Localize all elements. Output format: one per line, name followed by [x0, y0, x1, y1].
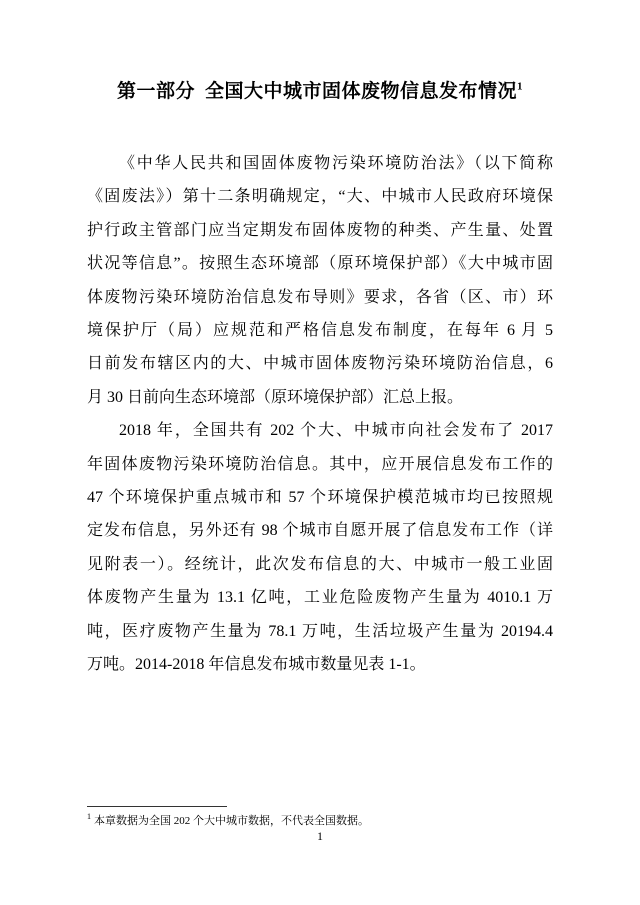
- paragraph2-line: 47 个环境保护重点城市和 57 个环境保护模范城市均已按照规: [87, 489, 553, 507]
- paragraph1-line: 月 30 日前向生态环境部（原环境保护部）汇总上报。: [87, 388, 464, 406]
- paragraph1-line: 境保护厅（局）应规范和严格信息发布制度，在每年 6 月 5: [87, 322, 553, 340]
- page-number: 1: [317, 829, 323, 843]
- footnote-ref: 1: [87, 812, 91, 822]
- paragraph2-line: 万吨。2014-2018 年信息发布城市数量见表 1-1。: [87, 656, 426, 674]
- footnote-text: 本章数据为全国 202 个大中城市数据，不代表全国数据。: [94, 815, 369, 827]
- paragraph2-line: 吨，医疗废物产生量为 78.1 万吨，生活垃圾产生量为 20194.4: [87, 622, 553, 640]
- footnote-separator: [87, 806, 227, 807]
- footnote: [87, 813, 553, 829]
- paragraph1-line: 状况等信息”。按照生态环境部（原环境保护部）《大中城市固: [87, 255, 553, 273]
- paragraph2-line: 体废物产生量为 13.1 亿吨，工业危险废物产生量为 4010.1 万: [87, 589, 553, 607]
- body-text: [87, 147, 553, 682]
- paragraph2-line: 见附表一）。经统计，此次发布信息的大、中城市一般工业固: [87, 555, 553, 573]
- title-footnote-ref: 1: [517, 80, 523, 93]
- paragraph1-line: 日前发布辖区内的大、中城市固体废物污染环境防治信息，6: [87, 355, 553, 373]
- paragraph1-line: 《中华人民共和国固体废物污染环境防治法》（以下简称: [119, 155, 553, 172]
- paragraph2-line: 定发布信息，另外还有 98 个城市自愿开展了信息发布工作（详: [87, 522, 553, 540]
- paragraph1-line: 护行政主管部门应当定期发布固体废物的种类、产生量、处置: [87, 221, 553, 239]
- page-title: [0, 79, 640, 105]
- paragraph2-line: 年固体废物污染环境防治信息。其中，应开展信息发布工作的: [87, 455, 553, 473]
- paragraph1-line: 《固废法》）第十二条明确规定，“大、中城市人民政府环境保: [87, 188, 553, 206]
- paragraph1-line: 体废物污染环境防治信息发布导则》要求，各省（区、市）环: [87, 288, 553, 306]
- paragraph2-line: 2018 年，全国共有 202 个大、中城市向社会发布了 2017: [119, 422, 553, 440]
- page-title-text: 第一部分 全国大中城市固体废物信息发布情况: [116, 81, 517, 102]
